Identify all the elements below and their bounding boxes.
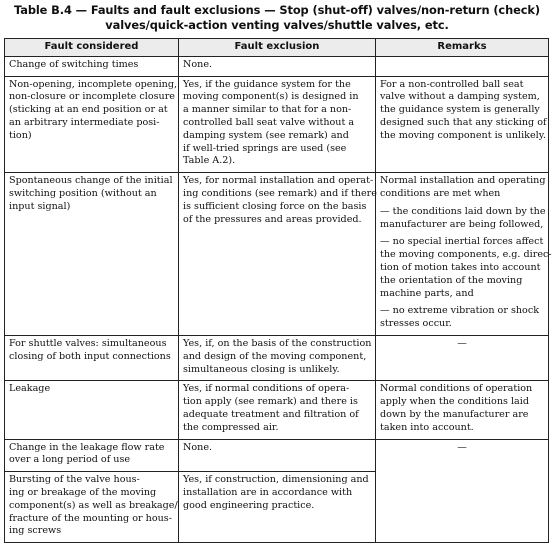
text-line: — no special inertial forces affect: [380, 236, 544, 248]
text-line: the compressed air.: [183, 421, 279, 433]
text-line: Yes, for normal installation and operat-: [183, 175, 374, 187]
text-line: conditions are met when: [380, 187, 501, 199]
text-line: ing conditions (see remark) and if there: [183, 187, 377, 199]
remarks-cell: [376, 76, 549, 173]
text-line: Spontaneous change of the initial: [9, 175, 173, 187]
text-line: — no extreme vibration or shock: [380, 305, 540, 317]
text-line: ing or breakage of the moving: [9, 486, 157, 498]
text-line: damping system (see remark) and: [183, 129, 349, 141]
exclusion-cell: [179, 472, 376, 543]
em-dash: —: [457, 441, 467, 453]
text-line: the guidance system is generally: [380, 104, 540, 116]
text-line: the orientation of the moving: [380, 274, 523, 286]
text-line: None.: [183, 441, 213, 453]
exclusion-cell: [179, 439, 376, 472]
remarks-paragraph: [380, 236, 552, 300]
fault-cell: [5, 56, 179, 76]
exclusion-cell: [179, 381, 376, 439]
remarks-cell: [376, 381, 549, 439]
table-row: [5, 439, 549, 472]
text-line: taken into account.: [380, 421, 474, 433]
fault-table: [4, 38, 552, 543]
text-line: switching position (without an: [9, 187, 157, 199]
remarks-paragraph: [380, 206, 544, 232]
caption-line-2: valves/quick-action venting valves/shuttle valves, etc.: [105, 18, 449, 32]
header-remarks: Remarks: [376, 39, 549, 57]
text-line: Yes, if normal conditions of opera-: [183, 383, 350, 395]
text-line: apply when the conditions laid: [380, 396, 529, 408]
fault-cell: [5, 439, 179, 472]
text-line: adequate treatment and filtration of: [183, 408, 359, 420]
fault-cell: [5, 381, 179, 439]
remarks-paragraph: [380, 305, 544, 331]
text-line: machine parts, and: [380, 287, 474, 299]
exclusion-cell: [179, 56, 376, 76]
text-line: the moving components, e.g. direc-: [380, 249, 552, 261]
text-line: — the conditions laid down by the: [380, 205, 546, 217]
fault-cell: [5, 335, 179, 380]
text-line: Change in the leakage flow rate: [9, 441, 165, 453]
table-row: [5, 173, 549, 336]
table-caption: [0, 3, 554, 33]
table-row: [5, 76, 549, 173]
text-line: controlled ball seat valve without a: [183, 116, 355, 128]
text-line: Normal installation and operating: [380, 175, 546, 187]
text-line: closing of both input connections: [9, 350, 171, 362]
text-line: Yes, if, on the basis of the construction: [183, 337, 372, 349]
text-line: ing screws: [9, 525, 62, 537]
text-line: designed such that any sticking of: [380, 116, 547, 128]
remarks-cell: [376, 56, 549, 76]
exclusion-cell: [179, 335, 376, 380]
remarks-cell: [376, 335, 549, 380]
text-line: Non-opening, incomplete opening,: [9, 78, 178, 90]
text-line: fracture of the mounting or hous-: [9, 512, 172, 524]
table-row: [5, 56, 549, 76]
text-line: the moving component is unlikely.: [380, 129, 546, 141]
text-line: of the pressures and areas provided.: [183, 213, 362, 225]
remarks-cell: [376, 439, 549, 543]
text-line: For shuttle valves: simultaneous: [9, 337, 167, 349]
text-line: simultaneous closing is unlikely.: [183, 363, 340, 375]
text-line: stresses occur.: [380, 318, 452, 330]
header-fault-exclusion: Fault exclusion: [179, 39, 376, 57]
text-line: Table A.2).: [183, 155, 236, 167]
text-line: component(s) as well as breakage/: [9, 499, 178, 511]
text-line: None.: [183, 58, 213, 70]
text-line: an arbitrary intermediate posi-: [9, 116, 160, 128]
text-line: Yes, if construction, dimensioning and: [183, 474, 369, 486]
fault-cell: [5, 173, 179, 336]
text-line: (sticking at an end position or at: [9, 104, 168, 116]
text-line: over a long period of use: [9, 454, 131, 466]
exclusion-cell: [179, 173, 376, 336]
table-row: [5, 335, 549, 380]
remarks-paragraph: [380, 175, 544, 201]
text-line: tion apply (see remark) and there is: [183, 396, 358, 408]
remarks-cell: [376, 173, 552, 336]
text-line: Leakage: [9, 383, 51, 395]
table-row: [5, 381, 549, 439]
text-line: moving component(s) is designed in: [183, 91, 359, 103]
text-line: a manner similar to that for a non-: [183, 104, 352, 116]
text-line: Normal conditions of operation: [380, 383, 533, 395]
header-fault-considered: Fault considered: [5, 39, 179, 57]
em-dash: —: [457, 337, 467, 349]
exclusion-cell: [179, 76, 376, 173]
text-line: For a non-controlled ball seat: [380, 78, 524, 90]
text-line: tion): [9, 129, 32, 141]
text-line: input signal): [9, 200, 71, 212]
text-line: if well-tried springs are used (see: [183, 142, 347, 154]
text-line: non-closure or incomplete closure: [9, 91, 175, 103]
text-line: and design of the moving component,: [183, 350, 367, 362]
text-line: installation are in accordance with: [183, 486, 353, 498]
fault-cell: [5, 76, 179, 173]
text-line: manufacturer are being followed,: [380, 218, 544, 230]
text-line: Yes, if the guidance system for the: [183, 78, 351, 90]
fault-cell: [5, 472, 179, 543]
text-line: tion of motion takes into account: [380, 261, 541, 273]
caption-line-1: Table B.4 — Faults and fault exclusions — Stop (shut-off) valves/non-return (check): [14, 3, 540, 17]
text-line: good engineering practice.: [183, 499, 315, 511]
text-line: down by the manufacturer are: [380, 408, 529, 420]
text-line: valve without a damping system,: [380, 91, 540, 103]
text-line: Change of switching times: [9, 58, 139, 70]
text-line: is sufficient closing force on the basis: [183, 200, 367, 212]
text-line: Bursting of the valve hous-: [9, 474, 140, 486]
header-row: [5, 39, 549, 57]
